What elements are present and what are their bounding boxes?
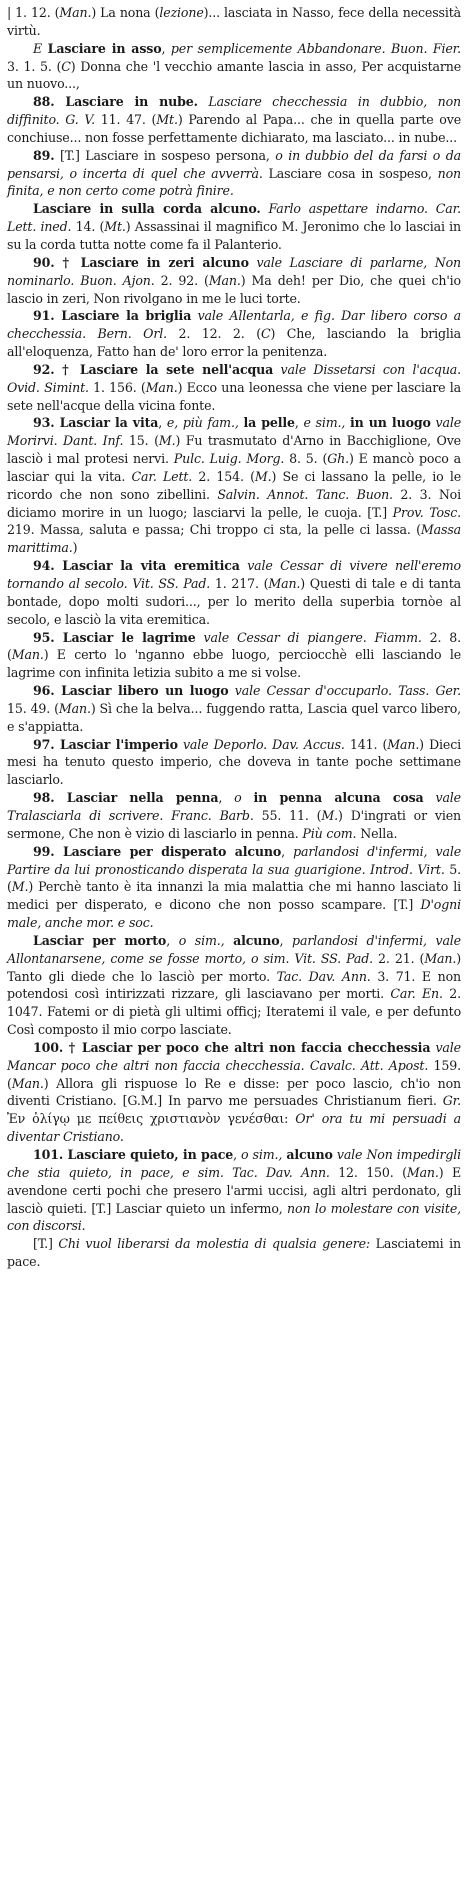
italic-text: per semplicemente Abbandonare. Buon. Fier. (170, 40, 461, 56)
bold-headword: 96. Lasciar libero un luogo (33, 683, 229, 699)
bold-headword: in penna alcuna cosa (253, 790, 424, 806)
italic-text: M. (11, 879, 29, 895)
bold-headword: 90. † Lasciare in zeri alcuno (33, 254, 249, 270)
italic-text: M. (321, 807, 338, 823)
italic-text: E (33, 40, 48, 56)
plain-text (198, 94, 209, 109)
italic-text: Man. (58, 700, 91, 716)
italic-text: Mt. (104, 219, 126, 235)
italic-text: vale Lasciare di parlarne, Non nominarlo. Buon. Ajon. (7, 254, 461, 288)
italic-text: Mt. (156, 112, 178, 128)
plain-text: 14. ( (71, 219, 105, 235)
para-91 (7, 307, 461, 361)
italic-text: o sim., (178, 932, 225, 948)
plain-text: Nella. (356, 825, 398, 841)
plain-text: , (294, 415, 304, 431)
plain-text: [T.] Lasciare in sospeso persona, (54, 147, 276, 163)
plain-text: , (218, 790, 235, 806)
plain-text: ) Tanto gli diede che lo lasciò per morto. (7, 950, 461, 984)
italic-text: o (234, 790, 242, 806)
italic-text: Farlo aspettare indarno. Car. Lett. ined. (7, 201, 461, 235)
para-94 (7, 557, 461, 628)
plain-text (196, 630, 204, 645)
italic-text: Or' ora tu mi persuadi a diventar Cristiano. (7, 1111, 461, 1145)
italic-text: Lasciare checchessia in dubbio, non diffinito. G. V. (7, 94, 461, 128)
italic-text: Man. (387, 736, 420, 752)
italic-text: Man. (406, 1164, 439, 1180)
para-97 (7, 736, 461, 790)
plain-text: 2. 21. ( (372, 950, 425, 966)
bold-headword: 88. Lasciare in nube. (33, 94, 198, 110)
italic-text: e sim., (303, 415, 346, 431)
plain-text: , (166, 932, 179, 948)
plain-text: ) Allora gli rispuose lo Re e disse: per poco lascio, ch'io non diventi Cristiano. [G.M.] In parvo me persuades Christianum fieri. (7, 1075, 461, 1109)
plain-text: 1. 217. ( (210, 576, 269, 591)
plain-text: | 1. 12. ( (7, 5, 60, 20)
plain-text: ) Assassinai il magnifico M. Jeronimo che lo lasciai in su la corda tutta notte come fa il Palanterio. (7, 219, 462, 252)
plain-text: ) E avendone certi pochi che presero l'armi uccisi, agli altri perdonato, gli lasciò quieti. [T.] Lasciar quieto un infermo, (7, 1164, 461, 1216)
plain-text: [T.] (33, 1236, 59, 1252)
plain-text: 2. 1047. Fatemi or di pietà gli ultimi officj; Iteratemi il vale, e per defunto Così composto il mio corpo lasciate. (7, 986, 461, 1038)
plain-text: 159. ( (7, 1057, 461, 1091)
italic-text: non finita, e non certo come potrà finire. (7, 165, 461, 199)
italic-text: vale Cessar d'occuparlo. Tass. Ger. (234, 683, 461, 699)
plain-text: 1. 156. ( (88, 379, 146, 395)
italic-text: o sim., (241, 1147, 283, 1162)
plain-text: 219. Massa, saluta e passa; Chi troppo ci sta, la pelle ci lassa. ( (7, 522, 421, 538)
bold-headword: Lasciare in asso (47, 40, 162, 56)
bold-headword: in un luogo (350, 415, 431, 431)
bold-headword: 98. Lasciar nella penna (33, 790, 219, 806)
plain-text: 141. ( (344, 736, 388, 752)
plain-text (424, 790, 436, 805)
para-98 (7, 789, 461, 843)
para-96 (7, 682, 461, 736)
italic-text: parlandosi d'infermi, vale Allontanarsene, come se fosse morto, o sim. Vit. SS. Pad. (7, 932, 461, 966)
italic-text: lezione (159, 5, 204, 20)
plain-text: , (233, 1147, 242, 1162)
plain-text: ) La nona ( (91, 5, 160, 20)
italic-text: Man. (268, 576, 301, 591)
italic-text: M. (254, 468, 272, 484)
plain-text (261, 201, 269, 216)
bold-headword: 101. Lasciare quieto, in pace (33, 1147, 234, 1162)
italic-text: Tac. Dav. Ann. (276, 968, 371, 984)
para-continuation-1 (7, 4, 461, 40)
italic-text: Car. En. (390, 986, 443, 1002)
bold-headword: alcuno (286, 1147, 333, 1162)
para-99 (7, 843, 461, 932)
italic-text: Gr. (442, 1093, 461, 1109)
italic-text: vale Non impedirgli che stia quieto, in pace, e sim. Tac. Dav. Ann. (7, 1147, 461, 1180)
plain-text: ) Donna che 'l vecchio amante lascia in asso, Per acquistarne un nuovo..., (7, 58, 461, 92)
plain-text: ) E certo lo 'nganno ebbe luogo, perciocchè elli lasciando le lagrime con infinita letizia subito a me si volse. (7, 647, 461, 681)
para-lasciar-per-morto (7, 932, 461, 1039)
plain-text: 15. ( (123, 433, 159, 449)
italic-text: vale Tralasciarla di scrivere. Franc. Barb. (7, 790, 461, 823)
italic-text: Prov. Tosc. (392, 504, 462, 520)
italic-text: parlandosi d'infermi, vale Partire da lui pronosticando disperata la sua guarigione. Introd. Virt. (7, 843, 461, 877)
bold-headword: la pelle (243, 415, 295, 431)
plain-text: 3. 71. E non potendosi così intirizzati rizzare, gli lasciavano per morti. (7, 968, 461, 1002)
bold-headword: 89. (33, 147, 55, 163)
bold-headword: Lasciar per morto (33, 932, 167, 948)
para-95 (7, 629, 461, 683)
plain-text: Lasciare cosa in sospeso, (262, 165, 438, 181)
plain-text: ) D'ingrati or vien sermone, Che non è vizio di lasciarlo in penna. (7, 807, 461, 841)
para-lasciare-in-asso (7, 40, 461, 94)
italic-text: Man. (11, 647, 44, 663)
plain-text: ) Perchè tanto è ita innanzi la mia malattia che mi hanno lasciato li medici per disperato, e dicono che non posso scampare. [T.] (7, 879, 461, 913)
bold-headword: 99. Lasciare per disperato alcuno (33, 843, 282, 859)
italic-text: vale Morirvi. Dant. Inf. (7, 415, 462, 449)
plain-text: 8. 5. ( (284, 451, 328, 467)
italic-text: Car. Lett. (131, 468, 193, 484)
italic-text: vale Cessar di piangere. Fiamm. (203, 629, 422, 645)
italic-text: Gh. (327, 451, 349, 467)
para-88 (7, 93, 461, 147)
italic-text: Pulc. Luig. Morg. (173, 451, 285, 467)
plain-text: )... lasciata in Nasso, fece della necessità virtù. (7, 5, 461, 38)
para-lasciare-sulla-corda (7, 200, 461, 254)
plain-text: ) Ecco una leonessa che viene per lasciare la sete nell'acque della vicina fonte. (7, 379, 461, 413)
plain-text: ) Se ci lassano la pelle, io le ricordo che non sono zibellini. (7, 468, 462, 502)
plain-text: 2. 154. ( (192, 468, 255, 484)
italic-text: D'ogni male, anche mor. e soc. (7, 897, 461, 931)
plain-text: 12. 150. ( (329, 1164, 407, 1180)
plain-text: ) E mancò poco a lasciar qui la vita. (7, 451, 461, 484)
plain-text: ) Parendo al Papa... che in quella parte ove conchiuse... non fosse perfettamente dichiarato, ma lasciato... in nube... (7, 112, 462, 145)
italic-text: Man. (208, 272, 241, 288)
plain-text: 2. 8. ( (7, 629, 462, 663)
plain-text: , (158, 415, 167, 431)
italic-text: o in dubbio del da farsi o da pensarsi, o incerta di quel che avverrà. (7, 147, 461, 181)
italic-text: M. (158, 433, 176, 449)
italic-text: e, più fam., (166, 415, 239, 431)
italic-text: Man. (59, 5, 92, 20)
plain-text: , (281, 843, 294, 859)
italic-text: Massa marittima. (7, 522, 461, 556)
italic-text: non lo molestare con visite, con discorsi. (7, 1200, 461, 1234)
bold-headword: 92. † Lasciare la sete nell'acqua (33, 361, 274, 377)
bold-headword: 100. † Lasciar per poco che altri non faccia checchessia (33, 1039, 431, 1055)
italic-text: Man. (424, 950, 457, 966)
plain-text: ) Fu trasmutato d'Arno in Bacchiglione, Ove lasciò i mal protesi nervi. (7, 433, 461, 467)
bold-headword: alcuno (233, 932, 280, 948)
italic-text: Salvin. Annot. Tanc. Buon. (217, 486, 393, 502)
para-93 (7, 414, 461, 557)
plain-text: Ἐν ὀλίγῳ με πείθεις χριστιανὸν γενέσθαι: (7, 1111, 296, 1127)
plain-text: 5. ( (7, 861, 461, 895)
plain-text: ) (72, 540, 78, 556)
italic-text: Più com. (302, 825, 357, 841)
italic-text: Chi vuol liberarsi da molestia di qualsia genere: (58, 1236, 370, 1252)
italic-text: vale Mancar poco che altri non faccia checchessia. Cavalc. Att. Apost. (7, 1039, 461, 1073)
plain-text: ) Dieci mesi ha tenuto questo imperio, che doveva in tante poche settimane lasciarlo. (7, 736, 461, 788)
plain-text: 55. 11. ( (253, 807, 322, 823)
italic-text: Man. (11, 1075, 44, 1091)
plain-text: , (279, 932, 293, 948)
para-92 (7, 361, 461, 415)
plain-text: Lasciatemi in pace. (7, 1236, 462, 1270)
plain-text (273, 362, 280, 377)
plain-text: ) Sì che la belva... fuggendo ratta, Lascia quel varco libero, e s'appiatta. (7, 700, 461, 734)
bold-headword: Lasciare in sulla corda alcuno. (33, 201, 261, 217)
bold-headword: 94. Lasciar la vita eremitica (33, 558, 240, 574)
para-101 (7, 1146, 461, 1235)
plain-text: , (161, 40, 171, 56)
bold-headword: 97. Lasciar l'imperio (33, 736, 178, 752)
plain-text: ) Ma deh! per Dio, che quei ch'io lascio in zeri, Non rivolgano in me le luci torte. (7, 272, 461, 306)
bold-headword: 91. Lasciare la briglia (33, 308, 192, 324)
bold-headword: 95. Lasciar le lagrime (33, 629, 196, 645)
plain-text: 2. 12. 2. ( (166, 326, 261, 342)
italic-text: C (260, 326, 271, 342)
plain-text: 2. 3. Noi diciamo morire in un luogo; lasciarvi la pelle, le cuoja. [T.] (7, 486, 461, 520)
dictionary-column (7, 4, 461, 1271)
italic-text: vale Deporlo. Dav. Accus. (182, 736, 345, 752)
italic-text: vale Cessar di vivere nell'eremo tornando al secolo. Vit. SS. Pad. (7, 558, 461, 591)
italic-text: C (61, 58, 71, 74)
plain-text: 2. 92. ( (154, 272, 209, 288)
italic-text: Man. (145, 379, 178, 395)
para-89 (7, 147, 461, 201)
para-liberarsi (7, 1235, 461, 1271)
plain-text (224, 933, 233, 948)
para-90 (7, 254, 461, 308)
bold-headword: 93. Lasciar la vita (33, 415, 159, 431)
plain-text: 3. 1. 5. ( (7, 58, 62, 74)
plain-text: 11. 47. ( (95, 112, 157, 128)
plain-text: 15. 49. ( (7, 700, 59, 716)
plain-text (242, 790, 254, 805)
para-100 (7, 1039, 461, 1146)
italic-text: vale Allentarla, e fig. Dar libero corso a checchessia. Bern. Orl. (7, 308, 461, 342)
plain-text: ) Che, lasciando la briglia all'eloquenza, Fatto han de' loro error la penitenza. (7, 326, 462, 360)
italic-text: vale Dissetarsi con l'acqua. Ovid. Simint. (7, 361, 461, 395)
plain-text: ) Questi di tale e di tanta bontade, dopo molti sudori..., per lo merito della superbia tornòe al secolo, e lasciò la vita eremitica. (7, 576, 461, 627)
